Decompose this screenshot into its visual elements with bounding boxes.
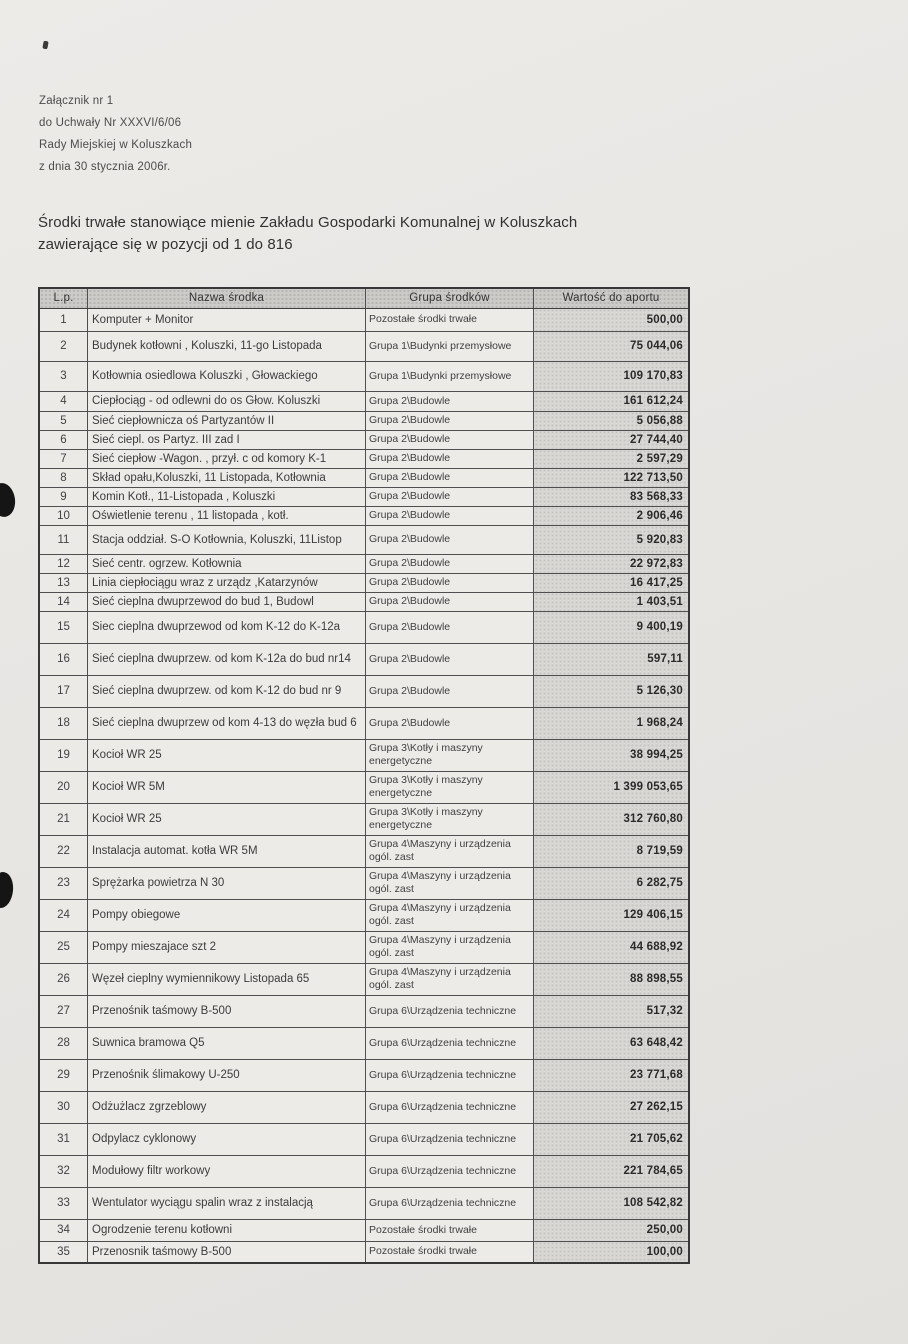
- group-cell: Grupa 6\Urządzenia techniczne: [366, 1059, 534, 1091]
- lp-cell: 19: [39, 739, 88, 771]
- lp-cell: 27: [39, 995, 88, 1027]
- lp-cell: 6: [39, 430, 88, 449]
- group-cell: Pozostałe środki trwałe: [366, 1241, 534, 1263]
- lp-cell: 30: [39, 1091, 88, 1123]
- table-row: [39, 1027, 689, 1059]
- name-cell: Pompy mieszajace szt 2: [88, 931, 366, 963]
- table-row: [39, 506, 689, 525]
- fixed-assets-table: [38, 287, 690, 1264]
- value-cell: 2 597,29: [534, 449, 690, 468]
- value-cell: 1 403,51: [534, 592, 690, 611]
- lp-cell: 14: [39, 592, 88, 611]
- value-cell: 5 126,30: [534, 675, 690, 707]
- table-row: [39, 1219, 689, 1241]
- col-header-name: Nazwa środka: [88, 288, 366, 308]
- table-row: [39, 411, 689, 430]
- name-cell: Sieć cieplna dwuprzew. od kom K-12 do bud nr 9: [88, 675, 366, 707]
- group-cell: Grupa 6\Urządzenia techniczne: [366, 1155, 534, 1187]
- table-row: [39, 707, 689, 739]
- table-body: [39, 308, 689, 1263]
- table-header-row: [39, 288, 689, 308]
- lp-cell: 3: [39, 361, 88, 391]
- table-row: [39, 1123, 689, 1155]
- lp-cell: 28: [39, 1027, 88, 1059]
- value-cell: 161 612,24: [534, 391, 690, 411]
- lp-cell: 22: [39, 835, 88, 867]
- table-row: [39, 1091, 689, 1123]
- table-row: [39, 554, 689, 573]
- group-cell: Grupa 6\Urządzenia techniczne: [366, 995, 534, 1027]
- value-cell: 38 994,25: [534, 739, 690, 771]
- lp-cell: 15: [39, 611, 88, 643]
- name-cell: Sieć ciepłownicza oś Partyzantów II: [88, 411, 366, 430]
- lp-cell: 21: [39, 803, 88, 835]
- value-cell: 250,00: [534, 1219, 690, 1241]
- value-cell: 23 771,68: [534, 1059, 690, 1091]
- lp-cell: 17: [39, 675, 88, 707]
- name-cell: Komin Kotł., 11-Listopada , Koluszki: [88, 487, 366, 506]
- hole-punch-mark: [0, 871, 15, 909]
- value-cell: 5 920,83: [534, 525, 690, 554]
- lp-cell: 16: [39, 643, 88, 675]
- name-cell: Ogrodzenie terenu kotłowni: [88, 1219, 366, 1241]
- group-cell: Grupa 2\Budowle: [366, 525, 534, 554]
- table-row: [39, 331, 689, 361]
- lp-cell: 13: [39, 573, 88, 592]
- value-cell: 44 688,92: [534, 931, 690, 963]
- group-cell: Grupa 2\Budowle: [366, 554, 534, 573]
- name-cell: Węzeł cieplny wymiennikowy Listopada 65: [88, 963, 366, 995]
- value-cell: 1 968,24: [534, 707, 690, 739]
- value-cell: 22 972,83: [534, 554, 690, 573]
- lp-cell: 11: [39, 525, 88, 554]
- name-cell: Siec cieplna dwuprzewod od kom K-12 do K-12a: [88, 611, 366, 643]
- document-header: [39, 90, 192, 178]
- group-cell: Grupa 2\Budowle: [366, 487, 534, 506]
- group-cell: Pozostałe środki trwałe: [366, 308, 534, 331]
- group-cell: Grupa 2\Budowle: [366, 707, 534, 739]
- table-row: [39, 963, 689, 995]
- name-cell: Przenośnik taśmowy B-500: [88, 995, 366, 1027]
- name-cell: Sieć ciepl. os Partyz. III zad I: [88, 430, 366, 449]
- value-cell: 122 713,50: [534, 468, 690, 487]
- lp-cell: 34: [39, 1219, 88, 1241]
- lp-cell: 29: [39, 1059, 88, 1091]
- table-row: [39, 573, 689, 592]
- name-cell: Sieć cieplna dwuprzew od kom 4-13 do węzła bud 6: [88, 707, 366, 739]
- lp-cell: 31: [39, 1123, 88, 1155]
- name-cell: Sieć cieplna dwuprzew. od kom K-12a do bud nr14: [88, 643, 366, 675]
- table-row: [39, 1241, 689, 1263]
- name-cell: Kocioł WR 25: [88, 739, 366, 771]
- lp-cell: 35: [39, 1241, 88, 1263]
- value-cell: 9 400,19: [534, 611, 690, 643]
- resolution-date-line: z dnia 30 stycznia 2006r.: [39, 161, 171, 173]
- group-cell: Pozostałe środki trwałe: [366, 1219, 534, 1241]
- lp-cell: 18: [39, 707, 88, 739]
- resolution-number-line: do Uchwały Nr XXXVI/6/06: [39, 117, 182, 129]
- lp-cell: 9: [39, 487, 88, 506]
- table-row: [39, 1155, 689, 1187]
- lp-cell: 2: [39, 331, 88, 361]
- name-cell: Komputer + Monitor: [88, 308, 366, 331]
- council-name-line: Rady Miejskiej w Koluszkach: [39, 139, 193, 151]
- value-cell: 16 417,25: [534, 573, 690, 592]
- lp-cell: 5: [39, 411, 88, 430]
- group-cell: Grupa 2\Budowle: [366, 592, 534, 611]
- name-cell: Instalacja automat. kotła WR 5M: [88, 835, 366, 867]
- table-row: [39, 361, 689, 391]
- lp-cell: 1: [39, 308, 88, 331]
- group-cell: Grupa 2\Budowle: [366, 643, 534, 675]
- value-cell: 312 760,80: [534, 803, 690, 835]
- lp-cell: 25: [39, 931, 88, 963]
- value-cell: 88 898,55: [534, 963, 690, 995]
- value-cell: 100,00: [534, 1241, 690, 1263]
- value-cell: 2 906,46: [534, 506, 690, 525]
- value-cell: 1 399 053,65: [534, 771, 690, 803]
- lp-cell: 12: [39, 554, 88, 573]
- group-cell: Grupa 2\Budowle: [366, 611, 534, 643]
- attachment-number-line: Załącznik nr 1: [39, 95, 114, 107]
- group-cell: Grupa 2\Budowle: [366, 573, 534, 592]
- table-row: [39, 867, 689, 899]
- table-row: [39, 391, 689, 411]
- lp-cell: 33: [39, 1187, 88, 1219]
- table-row: [39, 525, 689, 554]
- title-line-1: Środki trwałe stanowiące mienie Zakładu Gospodarki Komunalnej w Koluszkach: [38, 214, 578, 231]
- name-cell: Skład opału,Koluszki, 11 Listopada, Kotłownia: [88, 468, 366, 487]
- name-cell: Kocioł WR 25: [88, 803, 366, 835]
- value-cell: 5 056,88: [534, 411, 690, 430]
- group-cell: Grupa 4\Maszyny i urządzenia ogól. zast: [366, 867, 534, 899]
- group-cell: Grupa 2\Budowle: [366, 430, 534, 449]
- value-cell: 21 705,62: [534, 1123, 690, 1155]
- group-cell: Grupa 2\Budowle: [366, 449, 534, 468]
- value-cell: 517,32: [534, 995, 690, 1027]
- group-cell: Grupa 3\Kotły i maszyny energetyczne: [366, 739, 534, 771]
- lp-cell: 23: [39, 867, 88, 899]
- value-cell: 83 568,33: [534, 487, 690, 506]
- name-cell: Sieć ciepłow -Wagon. , przył. c od komory K-1: [88, 449, 366, 468]
- value-cell: 109 170,83: [534, 361, 690, 391]
- name-cell: Ciepłociąg - od odlewni do os Głow. Koluszki: [88, 391, 366, 411]
- name-cell: Sieć centr. ogrzew. Kotłownia: [88, 554, 366, 573]
- hole-punch-mark: [0, 481, 17, 518]
- value-cell: 75 044,06: [534, 331, 690, 361]
- value-cell: 27 744,40: [534, 430, 690, 449]
- table-row: [39, 771, 689, 803]
- table-row: [39, 1059, 689, 1091]
- document-title: [38, 212, 577, 256]
- title-line-2: zawierające się w pozycji od 1 do 816: [38, 236, 293, 253]
- lp-cell: 7: [39, 449, 88, 468]
- value-cell: 8 719,59: [534, 835, 690, 867]
- name-cell: Przenośnik ślimakowy U-250: [88, 1059, 366, 1091]
- table-row: [39, 835, 689, 867]
- name-cell: Wentulator wyciągu spalin wraz z instalacją: [88, 1187, 366, 1219]
- value-cell: 108 542,82: [534, 1187, 690, 1219]
- group-cell: Grupa 3\Kotły i maszyny energetyczne: [366, 771, 534, 803]
- group-cell: Grupa 6\Urządzenia techniczne: [366, 1187, 534, 1219]
- group-cell: Grupa 4\Maszyny i urządzenia ogól. zast: [366, 963, 534, 995]
- table-row: [39, 487, 689, 506]
- table-row: [39, 899, 689, 931]
- name-cell: Suwnica bramowa Q5: [88, 1027, 366, 1059]
- name-cell: Stacja oddział. S-O Kotłownia, Koluszki, 11Listop: [88, 525, 366, 554]
- group-cell: Grupa 2\Budowle: [366, 468, 534, 487]
- value-cell: 500,00: [534, 308, 690, 331]
- group-cell: Grupa 1\Budynki przemysłowe: [366, 331, 534, 361]
- name-cell: Odżużlacz zgrzeblowy: [88, 1091, 366, 1123]
- value-cell: 63 648,42: [534, 1027, 690, 1059]
- col-header-value: Wartość do aportu: [534, 288, 690, 308]
- table-row: [39, 430, 689, 449]
- name-cell: Przenosnik taśmowy B-500: [88, 1241, 366, 1263]
- name-cell: Kocioł WR 5M: [88, 771, 366, 803]
- table-row: [39, 803, 689, 835]
- col-header-lp: L.p.: [39, 288, 88, 308]
- lp-cell: 4: [39, 391, 88, 411]
- lp-cell: 32: [39, 1155, 88, 1187]
- group-cell: Grupa 4\Maszyny i urządzenia ogól. zast: [366, 899, 534, 931]
- value-cell: 6 282,75: [534, 867, 690, 899]
- value-cell: 27 262,15: [534, 1091, 690, 1123]
- group-cell: Grupa 2\Budowle: [366, 506, 534, 525]
- name-cell: Budynek kotłowni , Koluszki, 11-go Listopada: [88, 331, 366, 361]
- group-cell: Grupa 2\Budowle: [366, 391, 534, 411]
- table-row: [39, 468, 689, 487]
- group-cell: Grupa 2\Budowle: [366, 675, 534, 707]
- value-cell: 221 784,65: [534, 1155, 690, 1187]
- table-row: [39, 1187, 689, 1219]
- lp-cell: 8: [39, 468, 88, 487]
- table-row: [39, 739, 689, 771]
- table-row: [39, 592, 689, 611]
- name-cell: Sprężarka powietrza N 30: [88, 867, 366, 899]
- lp-cell: 10: [39, 506, 88, 525]
- table-row: [39, 675, 689, 707]
- name-cell: Kotłownia osiedlowa Koluszki , Głowackiego: [88, 361, 366, 391]
- name-cell: Odpylacz cyklonowy: [88, 1123, 366, 1155]
- value-cell: 129 406,15: [534, 899, 690, 931]
- table-row: [39, 611, 689, 643]
- group-cell: Grupa 6\Urządzenia techniczne: [366, 1027, 534, 1059]
- table-row: [39, 995, 689, 1027]
- group-cell: Grupa 1\Budynki przemysłowe: [366, 361, 534, 391]
- table-row: [39, 931, 689, 963]
- name-cell: Pompy obiegowe: [88, 899, 366, 931]
- lp-cell: 24: [39, 899, 88, 931]
- group-cell: Grupa 6\Urządzenia techniczne: [366, 1091, 534, 1123]
- group-cell: Grupa 4\Maszyny i urządzenia ogól. zast: [366, 931, 534, 963]
- lp-cell: 26: [39, 963, 88, 995]
- name-cell: Sieć cieplna dwuprzewod do bud 1, Budowl: [88, 592, 366, 611]
- table-head: [39, 288, 689, 308]
- col-header-group: Grupa środków: [366, 288, 534, 308]
- value-cell: 597,11: [534, 643, 690, 675]
- name-cell: Modułowy filtr workowy: [88, 1155, 366, 1187]
- table-row: [39, 643, 689, 675]
- name-cell: Oświetlenie terenu , 11 listopada , kotł.: [88, 506, 366, 525]
- scan-speck: [42, 41, 48, 50]
- group-cell: Grupa 4\Maszyny i urządzenia ogól. zast: [366, 835, 534, 867]
- lp-cell: 20: [39, 771, 88, 803]
- group-cell: Grupa 3\Kotły i maszyny energetyczne: [366, 803, 534, 835]
- name-cell: Linia ciepłociągu wraz z urządz ,Katarzynów: [88, 573, 366, 592]
- group-cell: Grupa 2\Budowle: [366, 411, 534, 430]
- table-row: [39, 449, 689, 468]
- group-cell: Grupa 6\Urządzenia techniczne: [366, 1123, 534, 1155]
- table-row: [39, 308, 689, 331]
